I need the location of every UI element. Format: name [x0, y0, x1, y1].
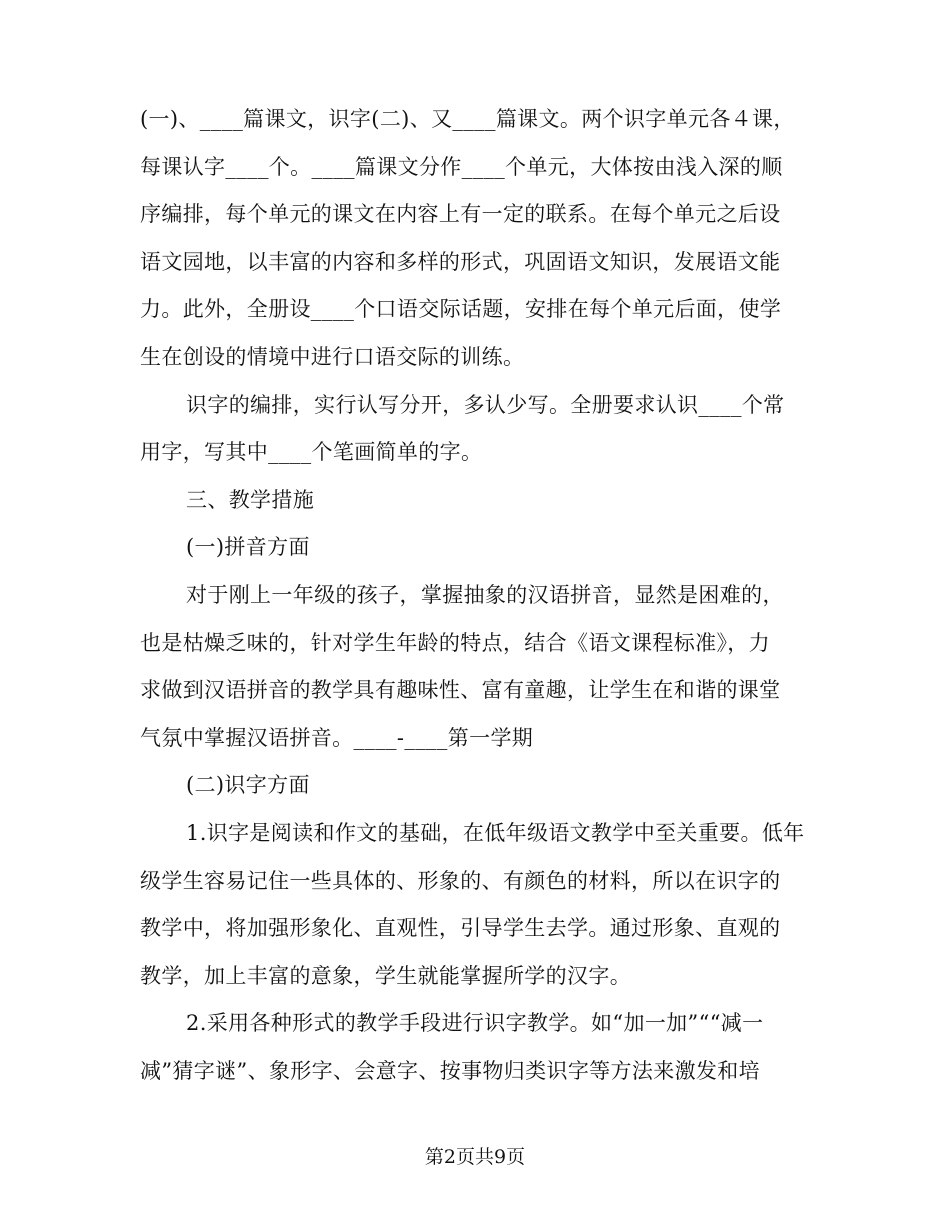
subsection-heading: (一)拼音方面: [186, 535, 310, 560]
text-line: 语文园地，以丰富的内容和多样的形式，巩固语文知识，发展语文能: [140, 249, 781, 274]
text-line: 力。此外，全册设____个口语交际话题，安排在每个单元后面，使学: [140, 297, 782, 322]
subsection-heading: (二)识字方面: [186, 773, 310, 798]
text-line: 教学中，将加强形象化、直观性，引导学生去学。通过形象、直观的: [140, 916, 781, 941]
text-line: 级学生容易记住一些具体的、形象的、有颜色的材料，所以在识字的: [140, 868, 781, 893]
text-line: 求做到汉语拼音的教学具有趣味性、富有童趣，让学生在和谐的课堂: [140, 678, 781, 703]
text-line: 1.识字是阅读和作文的基础，在低年级语文教学中至关重要。低年: [186, 820, 805, 845]
text-line: 生在创设的情境中进行口语交际的训练。: [140, 344, 525, 369]
text-line: 教学，加上丰富的意象，学生就能掌握所学的汉字。: [140, 963, 632, 988]
document-body: [140, 96, 820, 1095]
text-line: 对于刚上一年级的孩子，掌握抽象的汉语拼音，显然是困难的，: [186, 582, 784, 607]
text-line: 减”猜字谜”、象形字、会意字、按事物归类识字等方法来激发和培: [140, 1058, 760, 1083]
text-line: 气氛中掌握汉语拼音。____-____第一学期: [140, 725, 534, 750]
text-line: (一)、____篇课文，识字(二)、又____篇课文。两个识字单元各４课，: [140, 107, 795, 131]
text-line: 用字，写其中____个笔画简单的字。: [140, 440, 483, 465]
text-line: 也是枯燥乏味的，针对学生年龄的特点，结合《语文课程标准》，力: [140, 630, 770, 655]
page-number: 第2页共9页: [424, 1146, 526, 1168]
text-line: 每课认字____个。____篇课文分作____个单元，大体按由浅入深的顺: [140, 154, 783, 179]
text-line: 序编排，每个单元的课文在内容上有一定的联系。在每个单元之后设: [140, 202, 781, 227]
section-heading: 三、教学措施: [186, 487, 315, 512]
text-line: 2.采用各种形式的教学手段进行识字教学。如“加一加”““减一: [186, 1011, 764, 1036]
text-line: 识字的编排，实行认写分开，多认少写。全册要求认识____个常: [186, 392, 785, 417]
